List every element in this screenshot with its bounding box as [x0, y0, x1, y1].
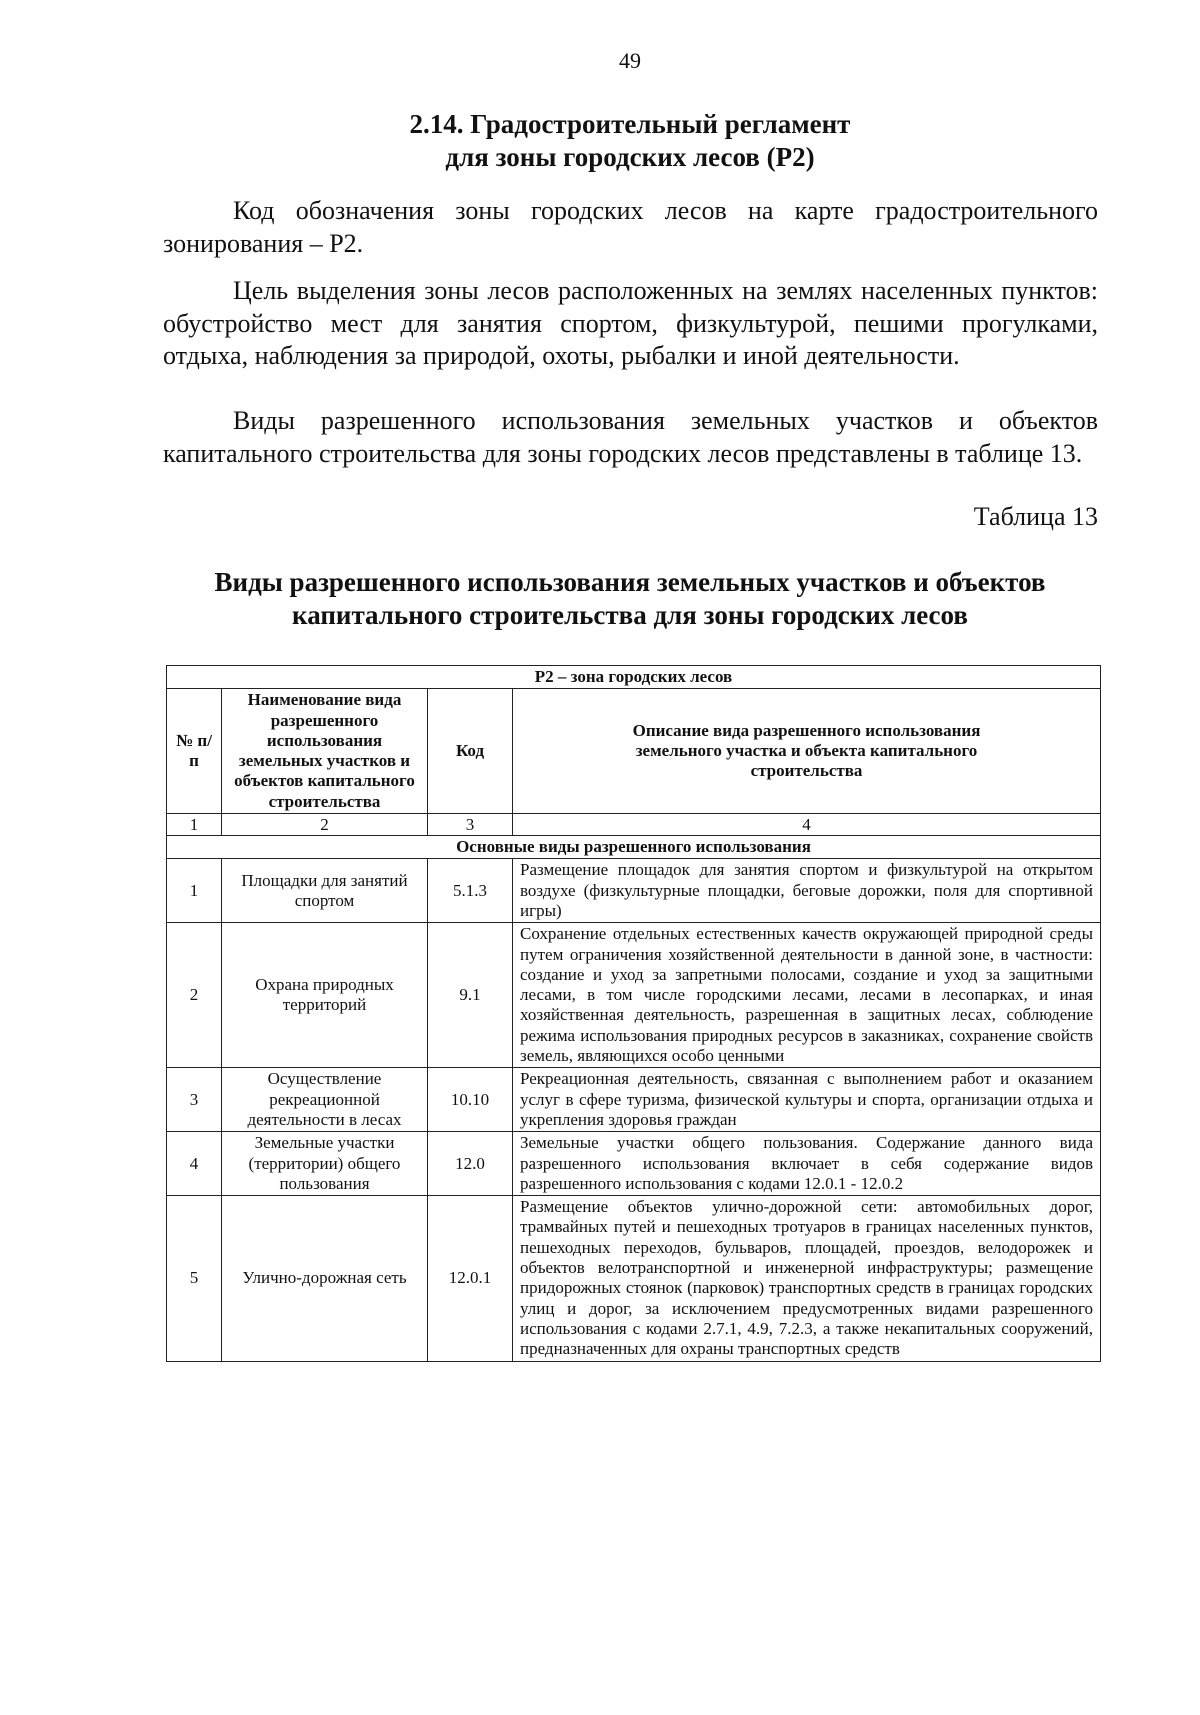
row-name: Площадки для занятий спортом: [222, 859, 428, 923]
section-header-row: [167, 836, 1101, 859]
row-code: 5.1.3: [428, 859, 513, 923]
table-caption: Таблица 13: [973, 502, 1098, 531]
land-use-table: [166, 665, 1101, 1362]
header-code: Код: [428, 689, 513, 814]
row-name: Охрана природных территорий: [222, 923, 428, 1068]
column-header-row: [167, 689, 1101, 814]
header-num: № п/п: [167, 689, 222, 814]
section-header: Основные виды разрешенного использования: [167, 836, 1101, 859]
table-title: [0, 566, 1200, 632]
zone-header-row: [167, 666, 1101, 689]
row-number: 3: [167, 1068, 222, 1132]
row-description: Размещение площадок для занятия спортом и физкультурой на открытом воздухе (физкультурные площадки, беговые дорожки, поля для спортивной игры): [513, 859, 1101, 923]
paragraph-zone-code: [163, 195, 1098, 260]
page-number: 49: [619, 48, 641, 73]
table-title-line-1: Виды разрешенного использования земельных участков и объектов: [214, 567, 1046, 597]
row-code: 12.0.1: [428, 1196, 513, 1361]
table-row: [167, 923, 1101, 1068]
row-description: Земельные участки общего пользования. Содержание данного вида разрешенного использования включает в себя содержание видов разрешенного использования с кодами 12.0.1 - 12.0.2: [513, 1132, 1101, 1196]
column-number: 4: [513, 814, 1101, 836]
table-title-line-2: капитального строительства для зоны городских лесов: [292, 600, 968, 630]
zone-header: Р2 – зона городских лесов: [167, 666, 1101, 689]
row-number: 2: [167, 923, 222, 1068]
column-number-row: [167, 814, 1101, 836]
table-row: [167, 1068, 1101, 1132]
table-row: [167, 859, 1101, 923]
table-row: [167, 1132, 1101, 1196]
column-number: 3: [428, 814, 513, 836]
row-number: 1: [167, 859, 222, 923]
header-description: Описание вида разрешенного использования земельного участка и объекта капитального строительства: [513, 689, 1101, 814]
row-code: 10.10: [428, 1068, 513, 1132]
paragraph-zone-code-text: Код обозначения зоны городских лесов на карте градостроительного зонирования – Р2.: [163, 196, 1098, 258]
paragraph-table-reference: [163, 405, 1098, 470]
paragraph-zone-purpose: [163, 275, 1098, 373]
paragraph-zone-purpose-text: Цель выделения зоны лесов расположенных на землях населенных пунктов: обустройство мест для занятия спортом, физкультурой, пешими прогулками, отдыха, наблюдения за природой, охоты, рыбалки и иной деятельности.: [163, 276, 1098, 370]
row-name: Земельные участки (территории) общего пользования: [222, 1132, 428, 1196]
header-name: Наименование вида разрешенного использования земельных участков и объектов капитального строительства: [222, 689, 428, 814]
section-title-line-1: 2.14. Градостроительный регламент: [409, 109, 851, 139]
row-number: 4: [167, 1132, 222, 1196]
row-description: Сохранение отдельных естественных качеств окружающей природной среды путем ограничения хозяйственной деятельности в данной зоне, в частности: создание и уход за запретными полосами, создание и уход за защитными лесами, в том числе городскими лесами, лесами в лесопарках, и иная хозяйственная деятельность, разрешенная в защитных лесах, соблюдение режима использования природных ресурсов в заказниках, сохранение свойств земель, являющихся особо ценными: [513, 923, 1101, 1068]
column-number: 2: [222, 814, 428, 836]
row-code: 9.1: [428, 923, 513, 1068]
row-code: 12.0: [428, 1132, 513, 1196]
section-heading: [0, 108, 1200, 174]
section-title-line-2: для зоны городских лесов (Р2): [445, 142, 815, 172]
row-number: 5: [167, 1196, 222, 1361]
row-description: Рекреационная деятельность, связанная с выполнением работ и оказанием услуг в сфере туризма, физической культуры и спорта, организации отдыха и укрепления здоровья граждан: [513, 1068, 1101, 1132]
row-description: Размещение объектов улично-дорожной сети: автомобильных дорог, трамвайных путей и пешеходных тротуаров в границах населенных пунктов, пешеходных переходов, бульваров, площадей, проездов, велодорожек и объектов велотранспортной и инженерной инфраструктуры; размещение придорожных стоянок (парковок) транспортных средств в границах городских улиц и дорог, за исключением предусмотренных видами разрешенного использования с кодами 2.7.1, 4.9, 7.2.3, а также некапитальных сооружений, предназначенных для охраны транспортных средств: [513, 1196, 1101, 1361]
row-name: Осуществление рекреационной деятельности в лесах: [222, 1068, 428, 1132]
paragraph-table-reference-text: Виды разрешенного использования земельных участков и объектов капитального строительства для зоны городских лесов представлены в таблице 13.: [163, 406, 1098, 468]
table-row: [167, 1196, 1101, 1361]
column-number: 1: [167, 814, 222, 836]
row-name: Улично-дорожная сеть: [222, 1196, 428, 1361]
